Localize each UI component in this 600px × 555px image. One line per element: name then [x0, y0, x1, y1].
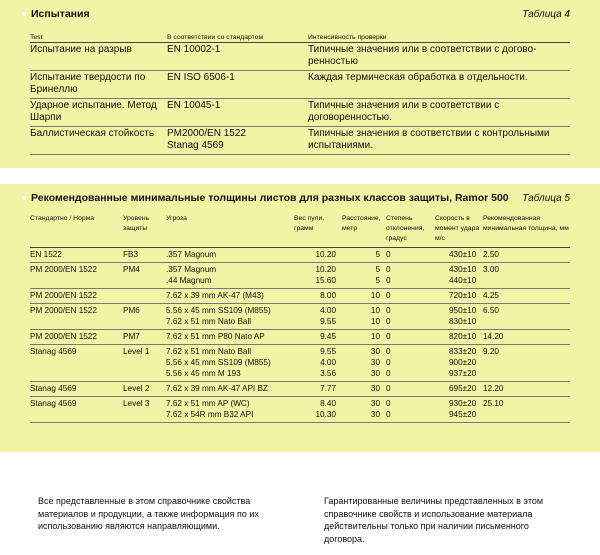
test-name: Баллистическая стойкость — [30, 127, 167, 155]
row-distance: 10 10 — [342, 304, 386, 330]
table-row — [30, 330, 570, 345]
row-angle: 0 — [386, 330, 435, 345]
row-threat: 5.56 x 45 mm SS109 (M855) 7.62 x 51 mm Nato Ball — [166, 304, 294, 330]
row-bullet-weight: 4.00 9.55 — [294, 304, 342, 330]
row-standard: PM 2000/EN 1522 — [30, 263, 123, 289]
row-standard: PM 2000/EN 1522 — [30, 289, 123, 304]
row-min-thickness: 2.50 — [483, 248, 570, 263]
test-standard: EN ISO 6506-1 — [167, 71, 308, 99]
row-threat: 7.62 x 39 mm AK-47 API BZ — [166, 382, 294, 397]
table-header-row — [30, 214, 570, 248]
table-row — [30, 248, 570, 263]
row-impact-speed: 930±20 945±20 — [435, 397, 483, 423]
table5-header — [22, 192, 570, 204]
test-name: Ударное испытание. Метод Шарпи — [30, 99, 167, 127]
row-bullet-weight: 8.00 — [294, 289, 342, 304]
column-header-standard: В соответствии со стандартом — [167, 33, 308, 43]
row-min-thickness: 4.25 — [483, 289, 570, 304]
column-header-weight: Вес пули, грамм — [294, 214, 342, 248]
row-impact-speed: 430±10 440±10 — [435, 263, 483, 289]
row-impact-speed: 950±10 830±10 — [435, 304, 483, 330]
table-header-row — [30, 33, 570, 43]
test-name: Испытание твердости по Бринеллю — [30, 71, 167, 99]
row-standard: PM 2000/EN 1522 — [30, 330, 123, 345]
table-row — [30, 382, 570, 397]
row-threat: 7.62 x 39 mm AK-47 (M43) — [166, 289, 294, 304]
row-standard: EN 1522 — [30, 248, 123, 263]
row-min-thickness: 25.10 — [483, 397, 570, 423]
bullet-icon — [22, 196, 26, 200]
row-threat: 7.62 x 51 mm AP (WC) 7.62 x 54R mm B32 API — [166, 397, 294, 423]
row-min-thickness: 14.20 — [483, 330, 570, 345]
column-header-threat: Угроза — [166, 214, 294, 248]
table-row — [30, 304, 570, 330]
row-protection-level: Level 1 — [123, 345, 166, 382]
row-bullet-weight: 10.20 15.60 — [294, 263, 342, 289]
row-bullet-weight: 9.45 — [294, 330, 342, 345]
test-standard: PM2000/EN 1522 Stanag 4569 — [167, 127, 308, 155]
row-standard: Stanag 4569 — [30, 345, 123, 382]
row-threat: 7.62 x 51 mm P80 Nato AP — [166, 330, 294, 345]
test-intensity: Типичные значения или в соответствии с договоренностью. — [308, 99, 570, 127]
column-header-distance: Расстояние, метр — [342, 214, 386, 248]
row-bullet-weight: 7.77 — [294, 382, 342, 397]
row-angle: 0 — [386, 248, 435, 263]
row-bullet-weight: 9.55 4.00 3.56 — [294, 345, 342, 382]
row-protection-level: Level 3 — [123, 397, 166, 423]
row-min-thickness: 12.20 — [483, 382, 570, 397]
table-row — [30, 99, 570, 127]
table5-title: Рекомендованные минимальные толщины листов для разных классов защиты, Ramor 500 — [31, 192, 509, 204]
test-standard: EN 10045-1 — [167, 99, 308, 127]
table5-label: Таблица 5 — [522, 192, 570, 204]
row-distance: 30 — [342, 382, 386, 397]
tests-table — [30, 33, 570, 155]
table-row — [30, 127, 570, 155]
row-distance: 10 — [342, 289, 386, 304]
row-bullet-weight: 8.40 10.30 — [294, 397, 342, 423]
row-angle: 0 0 — [386, 397, 435, 423]
column-header-speed: Скорость в момент удара м/с — [435, 214, 483, 248]
row-protection-level: PM6 — [123, 304, 166, 330]
row-distance: 30 30 30 — [342, 345, 386, 382]
table4-label: Таблица 4 — [522, 8, 570, 20]
row-threat: 7.62 x 51 mm Nato Ball 5.56 x 45 mm SS109 (M855) 5.56 x 45 mm M 193 — [166, 345, 294, 382]
table-row — [30, 43, 570, 71]
row-protection-level: Level 2 — [123, 382, 166, 397]
test-name: Испытание на разрыв — [30, 43, 167, 71]
row-angle: 0 0 — [386, 263, 435, 289]
test-intensity: Типичные значения или в соответствии с догово-ренностью — [308, 43, 570, 71]
row-standard: Stanag 4569 — [30, 382, 123, 397]
column-header-test: Test — [30, 33, 167, 43]
test-standard: EN 10002-1 — [167, 43, 308, 71]
row-protection-level: PM7 — [123, 330, 166, 345]
table-row — [30, 71, 570, 99]
row-impact-speed: 430±10 — [435, 248, 483, 263]
row-angle: 0 — [386, 289, 435, 304]
row-distance: 5 — [342, 248, 386, 263]
table5-panel — [0, 184, 600, 452]
disclaimer-right: Гарантированные величины представленных в этом справочнике свойств и использование материала действительны только при наличии письменного договора. — [324, 496, 544, 544]
table-row — [30, 289, 570, 304]
row-protection-level — [123, 289, 166, 304]
column-header-intensity: Интенсивность проверки — [308, 33, 570, 43]
disclaimer-left: Все представленные в этом справочнике свойства материалов и продукции, а также информация по их использованию являются направляющими. — [38, 496, 259, 531]
column-header-thickness: Рекомендованная минимальная толщина, мм — [483, 214, 570, 248]
row-min-thickness: 3.00 — [483, 263, 570, 289]
row-impact-speed: 695±20 — [435, 382, 483, 397]
thickness-table — [30, 214, 570, 423]
row-impact-speed: 720±10 — [435, 289, 483, 304]
table-row — [30, 263, 570, 289]
row-standard: PM 2000/EN 1522 — [30, 304, 123, 330]
row-min-thickness: 9.20 — [483, 345, 570, 382]
row-angle: 0 — [386, 382, 435, 397]
row-protection-level: PM4 — [123, 263, 166, 289]
test-intensity: Каждая термическая обработка в отдельности. — [308, 71, 570, 99]
row-impact-speed: 820±10 — [435, 330, 483, 345]
column-header-level: Уровень защиты — [123, 214, 166, 248]
row-angle: 0 0 0 — [386, 345, 435, 382]
row-standard: Stanag 4569 — [30, 397, 123, 423]
row-angle: 0 0 — [386, 304, 435, 330]
column-header-standard: Стандартно / Норма — [30, 214, 123, 248]
row-threat: .357 Magnum — [166, 248, 294, 263]
row-distance: 10 — [342, 330, 386, 345]
row-protection-level: FB3 — [123, 248, 166, 263]
bullet-icon — [22, 12, 26, 16]
table4-panel — [0, 0, 600, 168]
row-distance: 30 30 — [342, 397, 386, 423]
row-threat: .357 Magnum .44 Magnum — [166, 263, 294, 289]
table4-header — [22, 8, 570, 20]
table-row — [30, 397, 570, 423]
row-min-thickness: 6.50 — [483, 304, 570, 330]
table4-title: Испытания — [31, 8, 90, 20]
table-row — [30, 345, 570, 382]
test-intensity: Типичные значения в соответствии с контрольными испытаниями. — [308, 127, 570, 155]
row-impact-speed: 833±20 900±20 937±20 — [435, 345, 483, 382]
row-distance: 5 5 — [342, 263, 386, 289]
row-bullet-weight: 10.20 — [294, 248, 342, 263]
column-header-angle: Степень отклонения, градус — [386, 214, 435, 248]
